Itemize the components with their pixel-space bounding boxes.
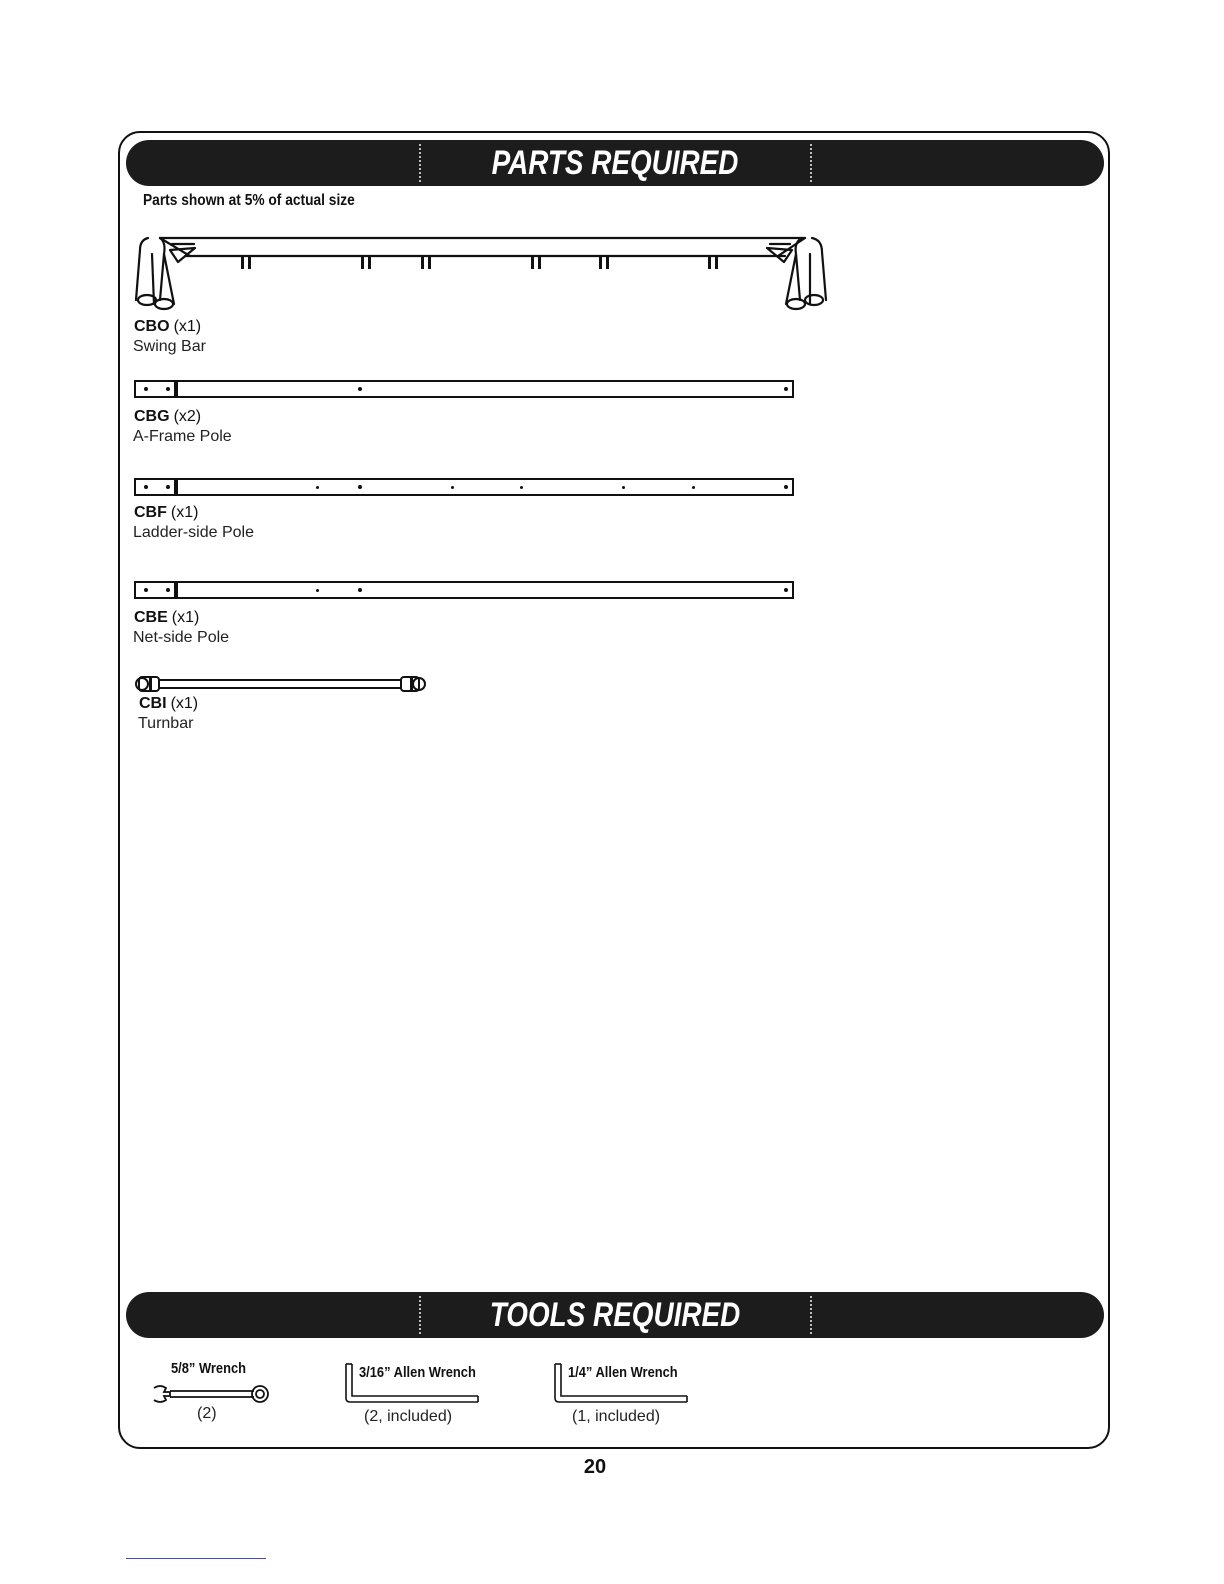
swing-bar-illustration — [130, 230, 835, 315]
pole-hole — [358, 588, 362, 592]
pole-sleeve — [174, 478, 178, 496]
footer-rule — [126, 1558, 266, 1559]
pole-hole — [622, 486, 625, 489]
pole-hole — [144, 588, 148, 592]
part-qty: (x2) — [173, 408, 202, 425]
part-code-text: CBG — [134, 408, 170, 425]
part-qty: (x1) — [170, 695, 199, 712]
net-side-pole-illustration — [134, 581, 794, 599]
pole-hole — [784, 485, 788, 489]
part-code-text: CBE — [134, 609, 168, 626]
pole-hole — [166, 588, 170, 592]
pole-hole — [166, 485, 170, 489]
turnbar-illustration — [133, 674, 429, 696]
tools-required-banner — [126, 1292, 1104, 1338]
tool-qty-allen-3-16: (2, included) — [364, 1408, 453, 1425]
part-code-cbg — [134, 408, 201, 426]
tool-qty-allen-1-4: (1, included) — [572, 1408, 661, 1425]
part-qty: (x1) — [173, 318, 202, 335]
parts-required-banner — [126, 140, 1104, 186]
part-code-text: CBI — [139, 695, 167, 712]
part-name-turnbar: Turnbar — [138, 715, 194, 732]
part-code-cbo — [134, 318, 201, 336]
page-number: 20 — [583, 1456, 607, 1478]
pole-hole — [166, 387, 170, 391]
ladder-side-pole-illustration — [134, 478, 794, 496]
part-qty: (x1) — [170, 504, 199, 521]
scale-note: Parts shown at 5% of actual size — [143, 192, 355, 209]
tool-qty-wrench: (2) — [197, 1405, 217, 1422]
wrench-icon — [150, 1382, 272, 1406]
pole-hole — [358, 485, 362, 489]
pole-hole — [144, 387, 148, 391]
parts-required-title: PARTS REQUIRED — [491, 144, 739, 182]
page-frame — [118, 131, 1110, 1449]
pole-hole — [784, 588, 788, 592]
part-code-text: CBO — [134, 318, 170, 335]
part-name-swing-bar: Swing Bar — [133, 338, 206, 355]
part-code-text: CBF — [134, 504, 167, 521]
tool-label-allen-1-4: 1/4” Allen Wrench — [568, 1364, 678, 1381]
pole-hole — [520, 486, 523, 489]
pole-hole — [144, 485, 148, 489]
part-code-cbe — [134, 609, 199, 627]
pole-sleeve — [174, 581, 178, 599]
part-name-ladder-side-pole: Ladder-side Pole — [133, 524, 254, 541]
pole-hole — [358, 387, 362, 391]
pole-hole — [784, 387, 788, 391]
pole-hole — [692, 486, 695, 489]
tool-label-allen-3-16: 3/16” Allen Wrench — [359, 1364, 476, 1381]
a-frame-pole-illustration — [134, 380, 794, 398]
part-code-cbf — [134, 504, 198, 522]
pole-hole — [316, 486, 319, 489]
tools-required-title: TOOLS REQUIRED — [489, 1296, 741, 1334]
part-qty: (x1) — [171, 609, 200, 626]
pole-sleeve — [174, 380, 178, 398]
part-name-net-side-pole: Net-side Pole — [133, 629, 230, 646]
part-name-a-frame-pole: A-Frame Pole — [133, 428, 232, 445]
pole-hole — [451, 486, 454, 489]
tool-label-wrench: 5/8” Wrench — [171, 1360, 247, 1377]
part-code-cbi — [139, 695, 198, 713]
pole-hole — [316, 589, 319, 592]
